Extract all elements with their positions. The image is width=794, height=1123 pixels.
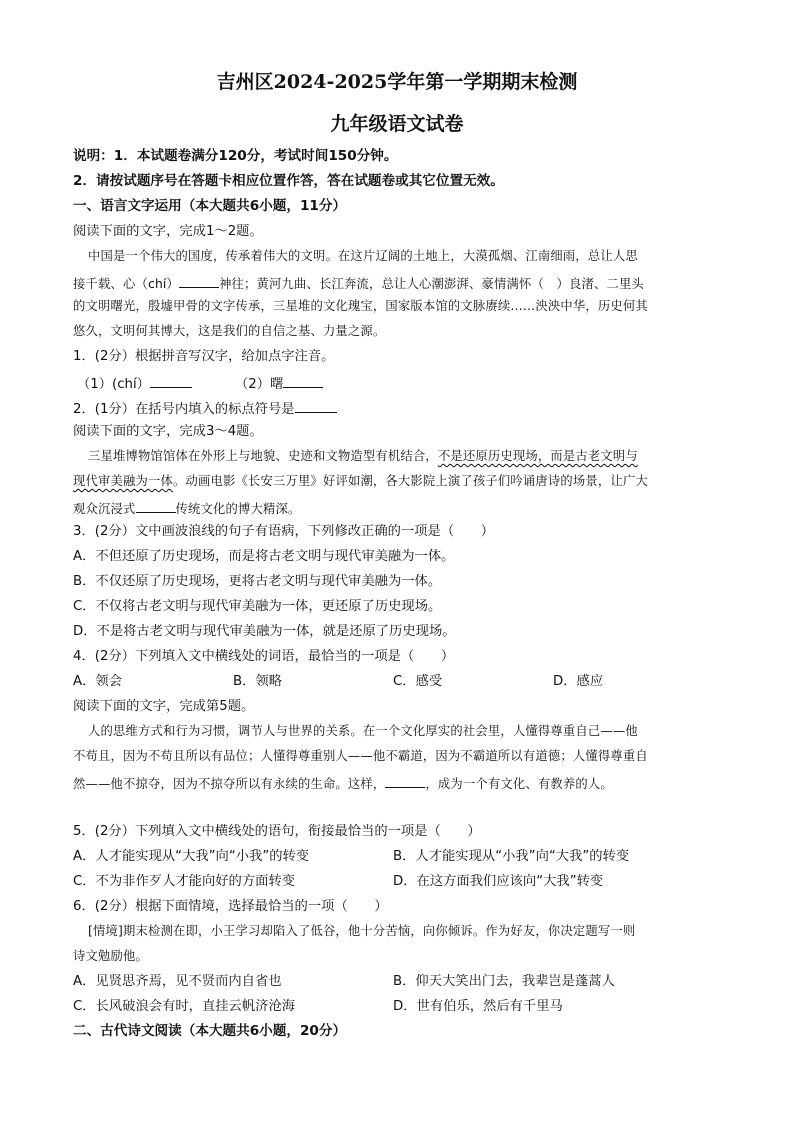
question-3-option-b: B．不仅还原了历史现场，更将古老文明与现代审美融为一体。 — [73, 574, 442, 589]
answer-blank — [283, 375, 323, 388]
question-6-option-b: B．仰天大笑出门去，我辈岂是蓬蒿人 — [393, 974, 615, 989]
answer-blank — [295, 400, 337, 413]
exam-subtitle: 九年级语文试卷 — [330, 113, 464, 135]
question-4-option-d: D．感应 — [553, 674, 604, 689]
passage-1-line-2 — [73, 275, 644, 290]
fill-blank — [136, 500, 176, 513]
passage-2-line-2b: 。动画电影《长安三万里》好评如潮，各大影院上演了孩子们吟诵唐诗的场景，让广大 — [172, 474, 648, 488]
wavy-sentence-part-1: 不是还原历史现场，而是古老文明与 — [437, 449, 638, 463]
question-6-stem: 6．(2分）根据下面情境，选择最恰当的一项（ ） — [73, 899, 388, 914]
section-1-heading: 一、语言文字运用（本大题共6小题，11分） — [73, 198, 347, 214]
section-2-heading: 二、古代诗文阅读（本大题共6小题，20分） — [73, 1023, 347, 1039]
note-line-2: 2．请按试题序号在答题卡相应位置作答，答在试题卷或其它位置无效。 — [73, 173, 504, 189]
question-5-option-a: A．人才能实现从“大我”向“小我”的转变 — [73, 849, 310, 864]
passage-1-line-4: 悠久，文明何其博大，这是我们的自信之基、力量之源。 — [73, 324, 386, 338]
reading-instruction-3: 阅读下面的文字，完成第5题。 — [73, 699, 255, 714]
passage-1-line-2b: 神往；黄河九曲、长江奔流，总让人心潮澎湃、豪情满怀（ ）良渚、二里头 — [219, 277, 644, 291]
question-4-option-a: A．领会 — [73, 674, 122, 689]
note-line-1: 说明：1．本试题卷满分120分，考试时间150分钟。 — [73, 148, 398, 164]
passage-2-line-1a: 三星堆博物馆馆体在外形上与地貌、史迹和文物造型有机结合， — [88, 449, 438, 463]
passage-1-line-2a: 接千载、心（chí） — [73, 277, 180, 291]
question-3-option-c: C．不仅将古老文明与现代审美融为一体，更还原了历史现场。 — [73, 599, 442, 614]
passage-2-line-3b: 传统文化的博大精深。 — [175, 502, 301, 516]
passage-1-line-3: 的文明曙光，殷墟甲骨的文字传承，三星堆的文化瑰宝，国家版本馆的文脉赓续……泱泱中华，历史何其 — [73, 299, 648, 313]
passage-2-line-2 — [73, 475, 648, 487]
question-3-stem: 3．(2分）文中画波浪线的句子有语病，下列修改正确的一项是（ ） — [73, 524, 495, 539]
fill-blank — [179, 275, 219, 288]
answer-blank — [150, 375, 192, 388]
question-6-option-a: A．见贤思齐焉，见不贤而内自省也 — [73, 974, 282, 989]
passage-3-line-2: 不苟且，因为不苟且所以有品位；人懂得尊重别人——他不霸道，因为不霸道所以有道德；人懂得尊重自 — [73, 749, 648, 763]
passage-3-line-3 — [73, 775, 613, 790]
question-1-part-a-label: （1）(chí） — [77, 377, 150, 392]
question-5-stem: 5．(2分）下列填入文中横线处的语句，衔接最恰当的一项是（ ） — [73, 824, 481, 839]
question-5-option-c: C．不为非作歹人才能向好的方面转变 — [73, 874, 296, 889]
question-6-context-line-2: 诗文勉励他。 — [73, 949, 148, 963]
passage-3-line-3b: ，成为一个有文化、有教养的人。 — [425, 777, 613, 791]
question-3-option-a: A．不但还原了历史现场，而是将古老文明与现代审美融为一体。 — [73, 549, 455, 564]
question-4-option-c: C．感受 — [393, 674, 443, 689]
passage-3-line-3a: 然——他不掠夺，因为不掠夺所以有永续的生命。这样， — [73, 777, 386, 791]
question-6-context-line-1: [情境]期末检测在即，小王学习却陷入了低谷，他十分苦恼，向你倾诉。作为好友，你决定题写一则 — [88, 924, 636, 938]
question-4-option-b: B．领略 — [233, 674, 283, 689]
exam-title: 吉州区2024-2025学年第一学期期末检测 — [216, 71, 578, 93]
passage-1-line-1: 中国是一个伟大的国度，传承着伟大的文明。在这片辽阔的土地上，大漠孤烟、江南细雨，总让人思 — [88, 249, 638, 263]
question-1-part-b — [235, 375, 323, 391]
question-4-stem: 4．(2分）下列填入文中横线处的词语，最恰当的一项是（ ） — [73, 649, 455, 664]
question-6-option-d: D．世有伯乐，然后有千里马 — [393, 999, 563, 1014]
question-3-option-d: D．不是将古老文明与现代审美融为一体，就是还原了历史现场。 — [73, 624, 456, 639]
question-1-part-b-label: （2）曙 — [235, 377, 284, 392]
passage-2-line-1 — [88, 450, 638, 462]
fill-blank — [385, 775, 425, 788]
question-5-option-d: D．在这方面我们应该向“大我”转变 — [393, 874, 604, 889]
question-1-part-a — [77, 375, 192, 391]
reading-instruction-2: 阅读下面的文字，完成3～4题。 — [73, 424, 263, 439]
passage-2-line-3a: 观众沉浸式 — [73, 502, 136, 516]
reading-instruction-1: 阅读下面的文字，完成1～2题。 — [73, 224, 263, 239]
question-2-stem — [73, 400, 337, 416]
question-1-stem: 1．(2分）根据拼音写汉字，给加点字注音。 — [73, 349, 335, 364]
passage-3-line-1: 人的思维方式和行为习惯，调节人与世界的关系。在一个文化厚实的社会里，人懂得尊重自己——他 — [88, 724, 638, 738]
question-6-option-c: C．长风破浪会有时，直挂云帆济沧海 — [73, 999, 296, 1014]
passage-2-line-3 — [73, 500, 300, 515]
question-5-option-b: B．人才能实现从“小我”向“大我”的转变 — [393, 849, 630, 864]
wavy-sentence-part-2: 现代审美融为一体 — [73, 474, 173, 488]
question-2-text: 2．(1分）在括号内填入的标点符号是 — [73, 402, 295, 417]
